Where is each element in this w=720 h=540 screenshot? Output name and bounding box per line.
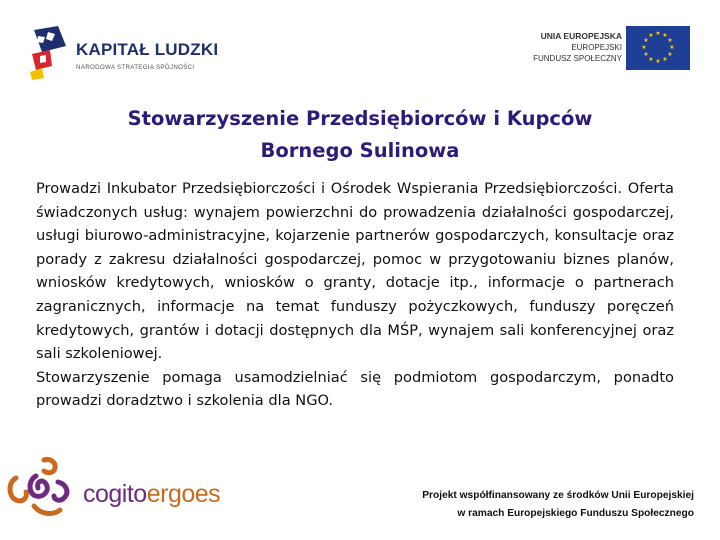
eu-logo-line1: UNIA EUROPEJSKA	[540, 31, 622, 41]
cogitoergoes-wordmark	[83, 480, 220, 509]
svg-text:★: ★	[669, 44, 675, 51]
body-paragraph-1: Prowadzi Inkubator Przedsiębiorczości i Ośrodek Wspierania Przedsiębiorczości. Oferta świadczonych usług: wynajem powierzchni do prowadzenia działalności gospodarczej, usługi biurowo-administracyjne, kojarzenie partnerów gospodarczych, konsultacje oraz porady z zakresu działalności gospodarczej, pomoc w przygotowaniu biznes planów, wniosków kredytowych, wniosków o granty, dotacje itp., informacje o partnerach zagranicznych, informacje na temat funduszy pożyczkowych, funduszy poręczeń kredytowych, grantów i dotacji dostępnych dla MŚP, wynajem sali konferencyjnej oraz sali szkoleniowej.	[36, 180, 674, 363]
page-title	[60, 103, 660, 167]
page-title-line2: Bornego Sulinowa	[260, 139, 460, 162]
eu-logo-line2: EUROPEJSKI	[571, 43, 622, 52]
kapital-ludzki-title: KAPITAŁ LUDZKI	[76, 40, 219, 59]
kapital-ludzki-emblem-icon	[28, 24, 72, 80]
svg-text:★: ★	[643, 51, 649, 58]
cofinancing-footer	[422, 487, 694, 523]
svg-text:★: ★	[667, 51, 673, 58]
svg-text:★: ★	[648, 32, 654, 39]
footer-line1: Projekt współfinansowany ze środków Unii Europejskiej	[422, 490, 694, 501]
svg-text:★: ★	[641, 44, 647, 51]
body-text	[36, 177, 674, 413]
cogitoergoes-logo	[6, 456, 221, 528]
eu-logo-text	[533, 30, 622, 64]
kapital-ludzki-subtitle: NARODOWA STRATEGIA SPÓJNOŚCI	[76, 64, 195, 71]
svg-text:★: ★	[655, 30, 661, 37]
svg-text:★: ★	[643, 37, 649, 44]
body-paragraph-2: Stowarzyszenie pomaga usamodzielniać się podmiotom gospodarczym, ponadto prowadzi doradztwo i szkolenia dla NGO.	[36, 368, 674, 410]
eu-logo-line3: FUNDUSZ SPOŁECZNY	[533, 54, 622, 63]
footer-line2: w ramach Europejskiego Funduszu Społecznego	[457, 508, 694, 519]
svg-text:★: ★	[662, 56, 668, 63]
page-title-line1: Stowarzyszenie Przedsiębiorców i Kupców	[127, 107, 593, 130]
kapital-ludzki-logo	[28, 24, 218, 84]
svg-text:★: ★	[662, 32, 668, 39]
cogitoergoes-wordmark-part2: ergoes	[146, 480, 221, 508]
svg-text:★: ★	[648, 56, 654, 63]
cogitoergoes-emblem-icon	[6, 456, 78, 526]
svg-text:★: ★	[667, 37, 673, 44]
svg-text:★: ★	[655, 58, 661, 65]
eu-flag-icon	[626, 26, 690, 70]
eu-logo	[515, 26, 690, 74]
cogitoergoes-wordmark-part1: cogito	[83, 480, 147, 508]
